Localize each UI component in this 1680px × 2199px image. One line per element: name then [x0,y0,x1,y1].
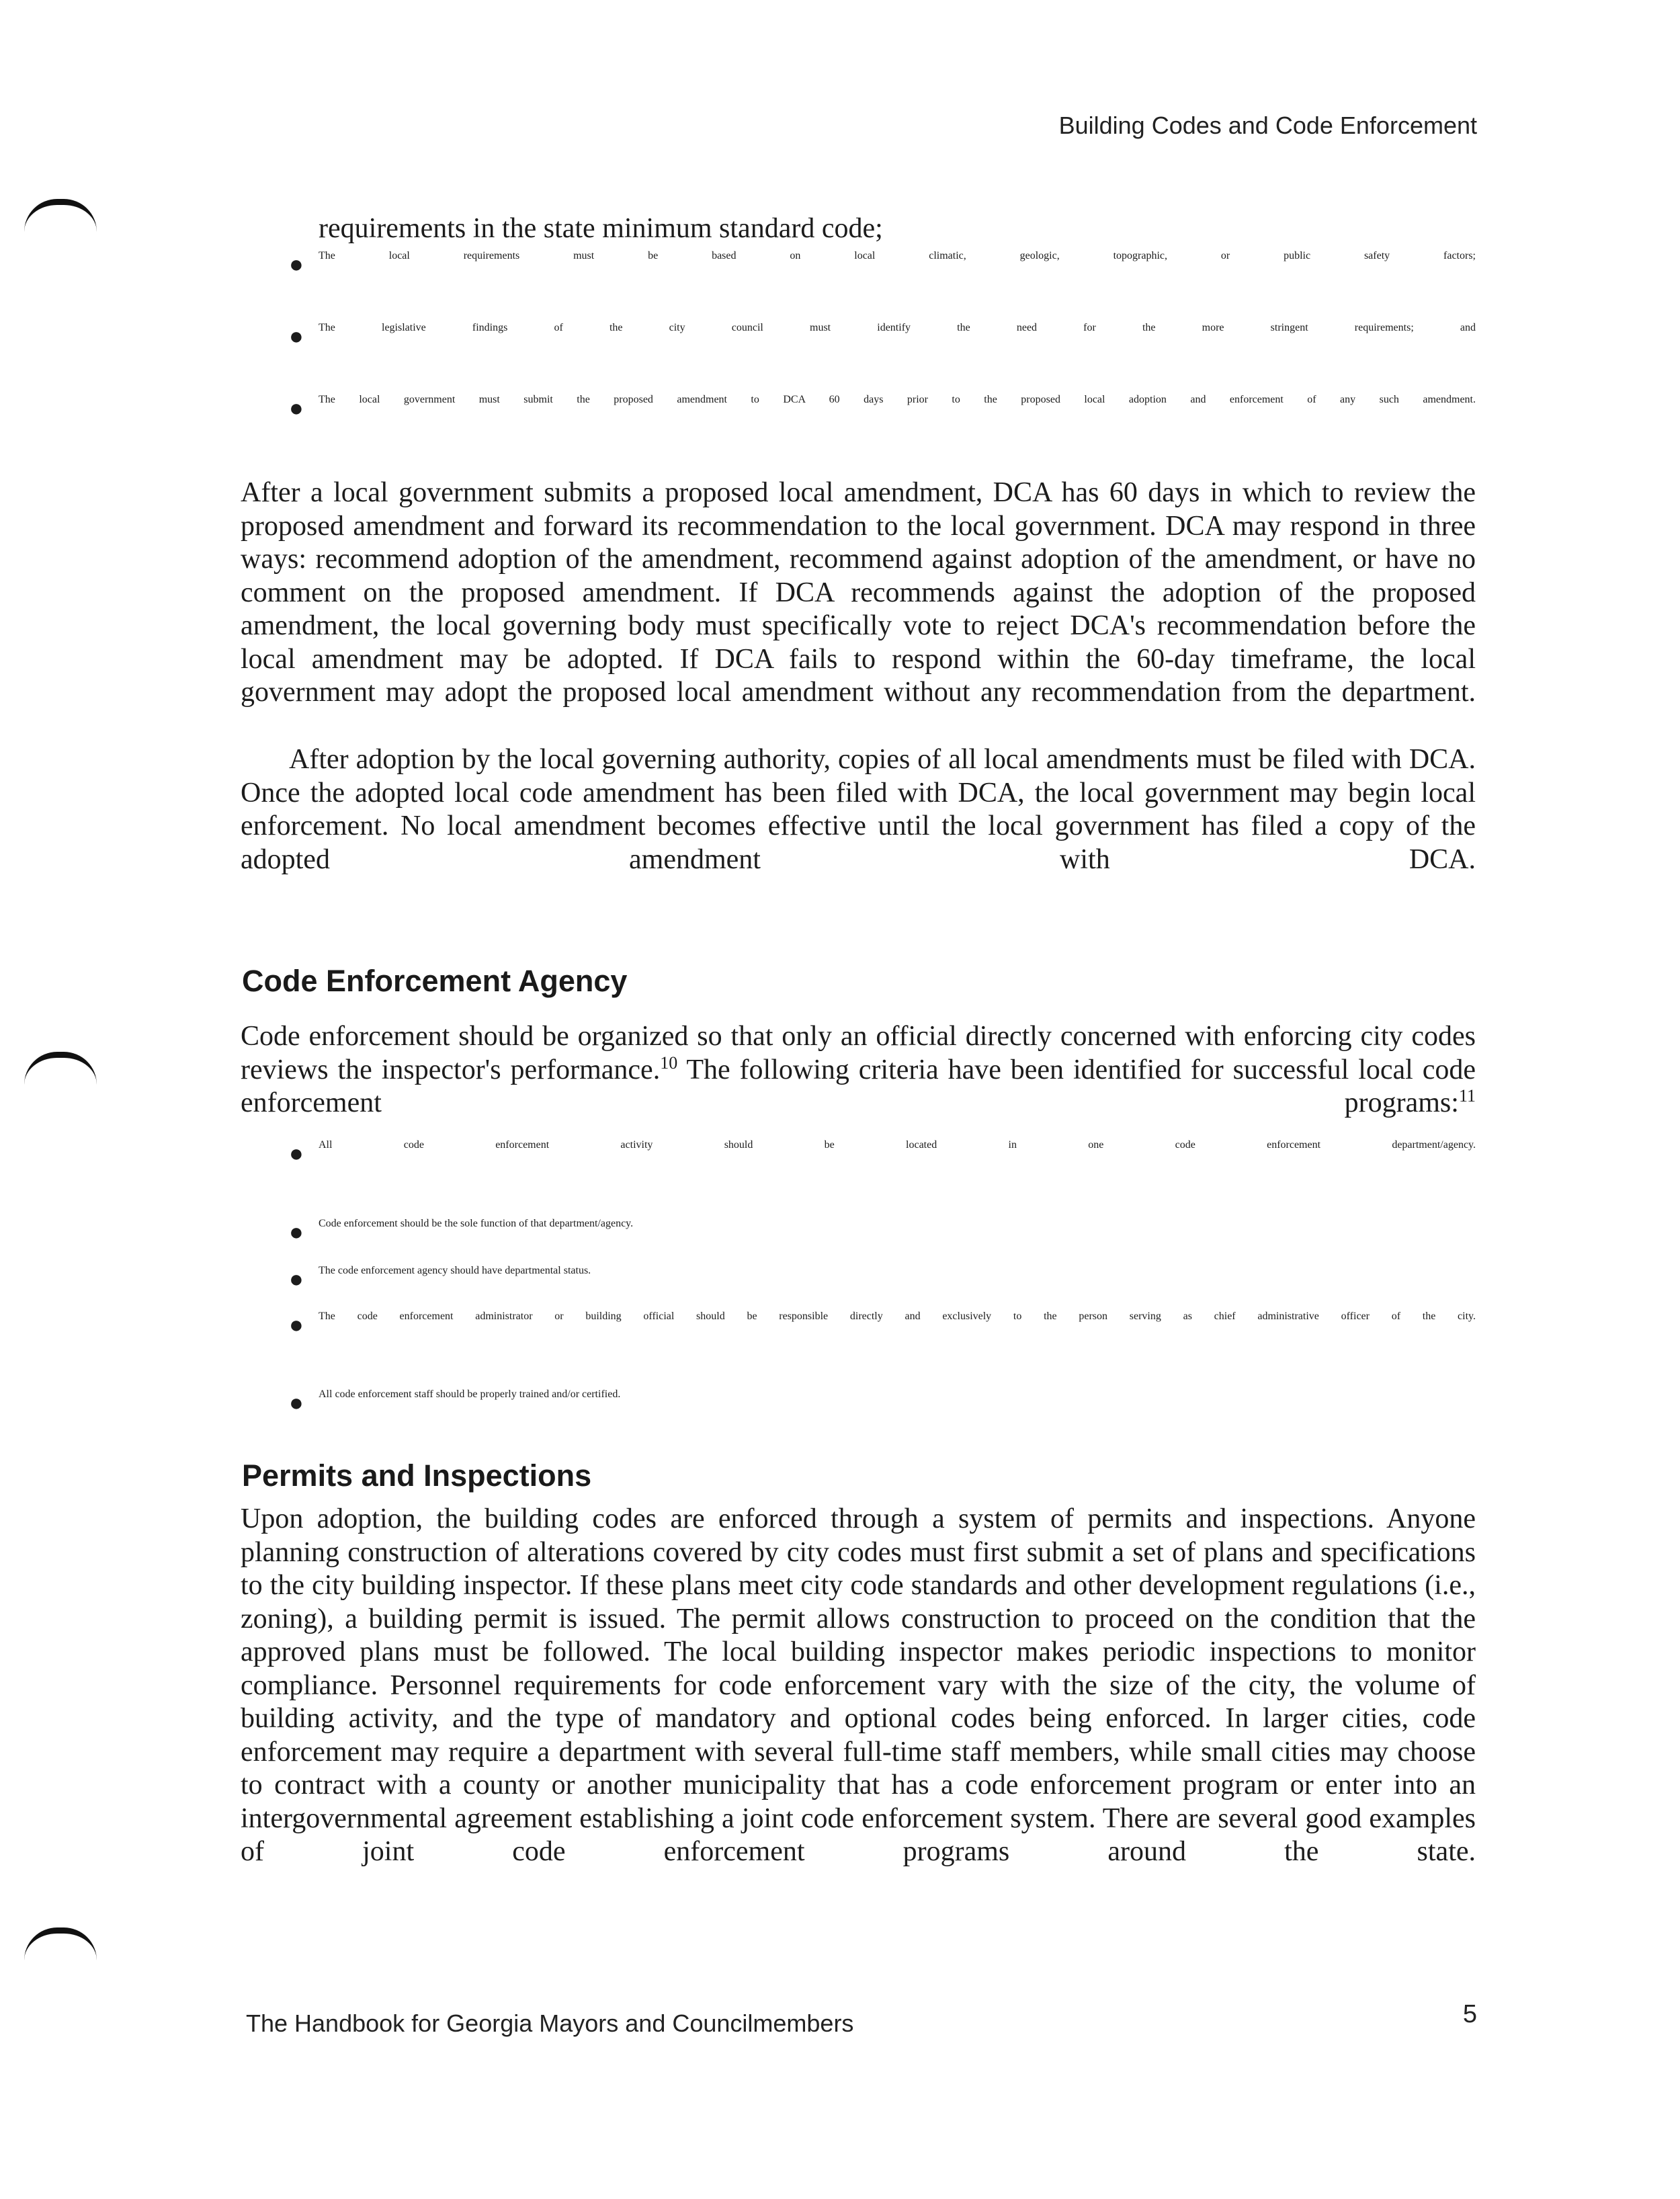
bullet-icon: ● [289,323,304,349]
list-item-text: Code enforcement should be the sole function of that department/agency. [319,1218,634,1229]
footer-book-title: The Handbook for Georgia Mayors and Councilmembers [246,2009,854,2037]
page-number: 5 [1462,2000,1477,2028]
agency-text-part: Code enforcement should be organized so that only an official directly concerned with enforcing city codes reviews the inspector's performance. [241,1021,1476,1085]
list-item-text: The legislative findings of the city council must identify the need for the more stringent requirements; and [319,322,1476,333]
agency-text-part: The following criteria have been identified for successful local code enforcement programs: [241,1054,1476,1118]
paragraph-dca-review: After a local government submits a proposed local amendment, DCA has 60 days in which to review the proposed amendment and forward its recommendation to the local government. DCA may respond in three ways: recommend adoption of the amendment, recommend against adoption of the amendment, or have no comment on the proposed amendment. If DCA recommends against the adoption of the proposed amendment, the local governing body must specifically vote to reject DCA's recommendation before the local amendment may be adopted. If DCA fails to respond within the 60-day timeframe, the local government may adopt the proposed local amendment without any recommendation from the department. [241,477,1476,708]
list-item-text: The code enforcement agency should have departmental status. [319,1265,591,1276]
paragraph-permits: Upon adoption, the building codes are enforced through a system of permits and inspections. Anyone planning construction of alterations covered by city codes must first submit a set of plans and specifications to the city building inspector. If these plans meet city code standards and other development regulations (i.e., zoning), a building permit is issued. The permit allows construction to proceed on the condition that the approved plans must be followed. The local building inspector makes periodic inspections to monitor compliance. Personnel requirements for code enforcement vary with the size of the city, the volume of building activity, and the type of mandatory and optional codes being enforced. In larger cities, code enforcement may require a department with several full-time staff members, while small cities may choose to contract with a county or another municipality that has a code enforcement program or enter into an intergovernmental agreement establishing a joint code enforcement system. There are several good examples of joint code enforcement programs around the state. [241,1503,1476,1867]
footnote-ref: 11 [1458,1086,1476,1106]
list-item-text: The local government must submit the proposed amendment to DCA 60 days prior to the proposed local adoption and enforcement of any such amendment. [319,394,1476,405]
list-item-text: The code enforcement administrator or building official should be responsible directly and exclusively to the person serving as chief administrative officer of the city. [319,1311,1476,1322]
bullet-icon: ● [289,1218,304,1245]
section-heading-code-enforcement-agency: Code Enforcement Agency [242,964,628,998]
list-item-text: The local requirements must be based on local climatic, geologic, topographic, or public safety factors; [319,250,1476,261]
footnote-ref: 10 [660,1052,678,1073]
punch-hole-mark [24,1052,97,1085]
bullet-icon: ● [289,1266,304,1292]
list-item-text: All code enforcement staff should be properly trained and/or certified. [319,1388,621,1400]
paragraph-filing: After adoption by the local governing authority, copies of all local amendments must be filed with DCA. Once the adopted local code amendment has been filed with DCA, the local government may begin local enforcement. No local amendment becomes effective until the local government has filed a copy of the adopted amendment with DCA. [241,744,1476,875]
bullet-icon: ● [289,1140,304,1167]
section-heading-permits-and-inspections: Permits and Inspections [242,1458,592,1493]
bullet-icon: ● [289,251,304,278]
bullet-icon: ● [289,1311,304,1338]
bullet-icon: ● [289,395,304,421]
punch-hole-mark [24,199,97,232]
continued-text: requirements in the state minimum standard code; [319,213,883,244]
list-item-text: All code enforcement activity should be located in one code enforcement department/agency. [319,1139,1476,1151]
bullet-icon: ● [289,1389,304,1416]
punch-hole-mark [24,1927,97,1960]
paragraph-agency-intro [241,1020,1476,1120]
running-header: Building Codes and Code Enforcement [1058,112,1477,139]
